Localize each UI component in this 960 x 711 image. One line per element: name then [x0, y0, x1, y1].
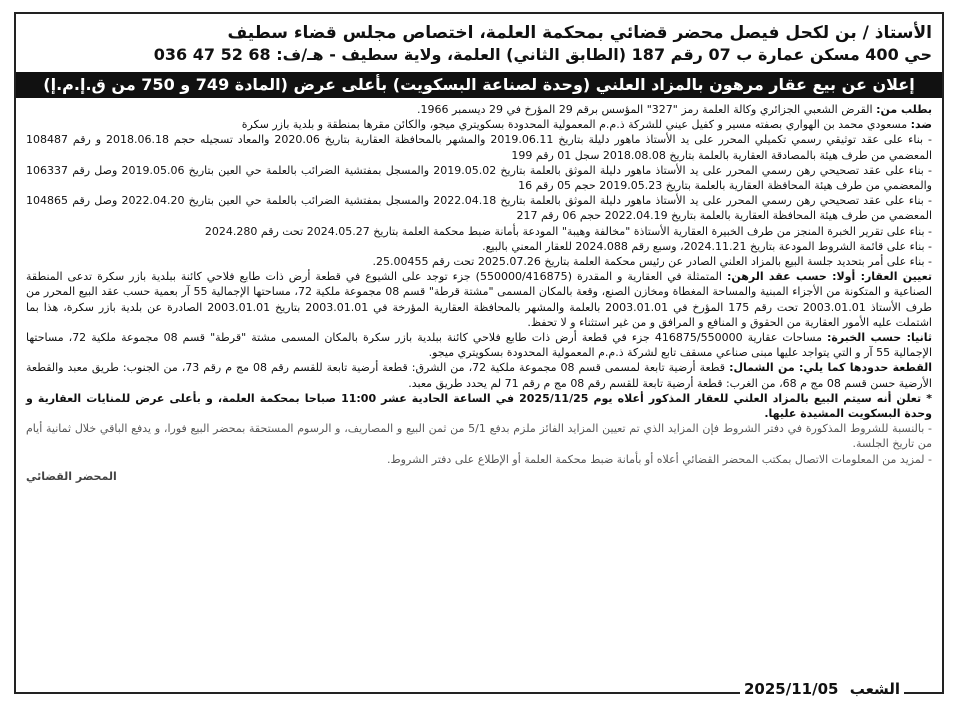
notice-header: [26, 22, 932, 66]
paragraph-label: ثانيا: حسب الخبرة:: [827, 331, 932, 345]
notice-paragraph: [26, 421, 932, 451]
notice-paragraph: [26, 117, 932, 132]
paragraph-text: - بناء على عقد توثيقي رسمي تكميلي المحرر على يد الأستاذ ماهور دليلة بتاريخ 2019.06.11 والمشهر بالمحافظة العقارية بتاريخ 2020.06 والمعاد تسجيله حجم 2018.06.18 و رقم 108487 المعضمي من طرف هيئة بالمصادقة العقارية بالعلمة بتاريخ 2018.08.08 سجل 01 رقم 199: [26, 133, 932, 162]
paragraph-text: مسعودي محمد بن الهواري بصفته مسير و كفيل عيني للشركة ذ.م.م المعمولية المحدودة بسكويتري ميجو، والكائن مقرها بمنطقة و بلدية بازر سكرة: [241, 118, 911, 132]
notice-paragraph: [26, 163, 932, 193]
bailiff-address-line: حي 400 مسكن عمارة ب 07 رقم 187 (الطابق الثاني) العلمة، ولاية سطيف - هـ/ف: 68 52 47 036: [153, 45, 932, 64]
paragraph-text: - بالنسبة للشروط المذكورة في دفتر الشروط فإن المزايد الذي تم تعيين المزايد الفائز ملزم بدفع 5/1 من ثمن البيع و المصاريف، و الرسوم المستحقة بمحضر البيع فورا، و يدفع الباقي خلال ثمانية أيام من تاريخ الجلسة.: [26, 422, 932, 451]
paragraph-label: تعيين العقار: أولا: حسب عقد الرهن:: [726, 270, 932, 284]
notice-paragraph: [26, 269, 932, 330]
paragraph-text: قطعة أرضية تابعة لمسمى قسم 08 مجموعة ملكية 72، من الشرق: قطعة أرضية تابعة للقسم رقم 08 مج م رقم 73، من الجنوب: طريق معبد والقطعة الأرضية حسن قسم 08 مج م 68، من الغرب: قطعة أرضية تابعة للقسم رقم 08 مج م رقم 71 لم يحدد طريق معبد.: [26, 361, 932, 390]
paragraph-text: مساحات عقارية 416875/550000 جزء في قطعة أرض ذات طابع فلاحي كائنة ببلدية بازر سكرة بالمكان المسمى مشتة "قرطة" قسم 08 مجموعة ملكية 72، مساحتها الإجمالية 55 آر و التي يتواجد عليها مبنى صناعي مسقف تابع لشركة ذ.م.م المعمولية المحدودة بسكويتري ميجو.: [26, 331, 932, 360]
bailiff-name-line: الأستاذ / بن لكحل فيصل محضر قضائي بمحكمة العلمة، اختصاص مجلس قضاء سطيف: [227, 23, 932, 43]
paragraph-label: * تعلن أنه سيتم البيع بالمزاد العلني للعقار المذكور أعلاه يوم 2025/11/25 في الساعة الحادية عشر 11:00 صباحا بمحكمة العلمة، و بأعلى عرض للمنايات العقارية و وحدة البسكويت المشيدة عليها.: [26, 391, 932, 421]
notice-paragraph: [26, 224, 932, 239]
notice-paragraph: [26, 239, 932, 254]
paragraph-text: - لمزيد من المعلومات الاتصال بمكتب المحضر القضائي أعلاه أو بأمانة ضبط محكمة العلمة أو الإطلاع على دفتر الشروط.: [387, 452, 932, 466]
notice-paragraph: [26, 193, 932, 223]
paragraph-text: القرض الشعبي الجزائري وكالة العلمة رمز "327" المؤسس برقم 29 المؤرخ في 29 ديسمبر 1966.: [417, 103, 877, 116]
paragraph-label: القطعة حدودها كما يلي: من الشمال:: [729, 361, 933, 375]
paragraph-label: بطلب من:: [876, 103, 932, 116]
paragraph-text: - بناء على عقد تصحيحي رهن رسمي المحرر على يد الأستاذ ماهور دليلة الموثق بالعلمة بتاريخ 2019.05.02 والمسجل بمفتشية الضرائب بالعلمة حي العين بتاريخ 2019.05.06 وصل رقم 106337 والمعضمي من طرف هيئة المحافظة العقارية بالعلمة بتاريخ 2019.05.23 حجم 05 رقم 16: [26, 163, 932, 193]
paragraph-label: ضد:: [910, 118, 932, 132]
paragraph-text: - بناء على تقرير الخبرة المنجز من طرف الخبيرة العقارية الأستاذة "مخالفة وهيبة" المودعة بأمانة ضبط محكمة العلمة بتاريخ 2024.05.27 تحت رقم 2024.280: [204, 224, 932, 238]
notice-paragraph: [26, 132, 932, 162]
notice-paragraph: [26, 102, 932, 117]
paragraph-text: - بناء على عقد تصحيحي رهن رسمي المحرر على يد الأستاذ ماهور دليلة الموثق بالعلمة بتاريخ 2022.04.18 والمسجل بمفتشية الضرائب بالعلمة حي العين بتاريخ 2022.04.20 وصل رقم 104865 المعضمي من طرف هيئة المحافظة العقارية بالعلمة بتاريخ 2022.04.19 حجم 06 رقم 217: [26, 194, 932, 223]
signature: المحضر القضائي: [26, 469, 117, 483]
legal-notice: [14, 12, 944, 694]
publication-date: 2025/11/05: [744, 680, 839, 698]
paragraph-text: - بناء على أمر بتحديد جلسة البيع بالمزاد العلني الصادر عن رئيس محكمة العلمة بتاريخ 2025.07.26 تحت رقم 25.00455.: [372, 255, 932, 269]
paragraph-text: - بناء على قائمة الشروط المودعة بتاريخ 2024.11.21، وسبع رقم 2024.088 للعقار المعني بالبيع.: [482, 239, 932, 253]
paragraph-text: المتمثلة في العقارية و المقدرة (550000/416875) جزء توجد على الشيوع في قطعة أرض ذات طابع فلاحي كائنة ببلدية بازر سكرة تدعى المنطقة الصناعية و المتكونة من الأجزاء المبنية والمساحة المغطاة ومخازن الصنع، وقعة بالمكان المسمى "مشتة قرطة" قسم 08 مجموعة ملكية 72، مساحتها الإجمالية 55 آر بعمية حسب عقد البيع المحرر من طرف الأستاذ 2003.01.01 تحت رقم 175 المؤرخ في 2003.01.01 بالعلمة والمشهر بالمحافظة العقارية المؤرخة في 2003.01.01 بتاريخ 2003.01.01 الصادرة عن بلدية بازر سكرة، هذا بما اشتملت عليه الأمور العقارية من الحقوق و المنافع و المرافق و من غير استثناء و لا تحفظ.: [26, 270, 932, 329]
notice-paragraph: [26, 391, 932, 421]
notice-title-banner: إعلان عن بيع عقار مرهون بالمزاد العلني (وحدة لصناعة البسكويت) بأعلى عرض (المادة 749 و 750 من ق.إ.م.إ): [16, 72, 942, 98]
notice-paragraph: [26, 452, 932, 467]
notice-paragraph: [26, 360, 932, 390]
publication-footer: [740, 680, 904, 698]
publication-name: الشعب: [849, 680, 901, 698]
notice-paragraph: [26, 254, 932, 269]
notice-paragraph: [26, 330, 932, 360]
notice-body: [26, 102, 932, 467]
